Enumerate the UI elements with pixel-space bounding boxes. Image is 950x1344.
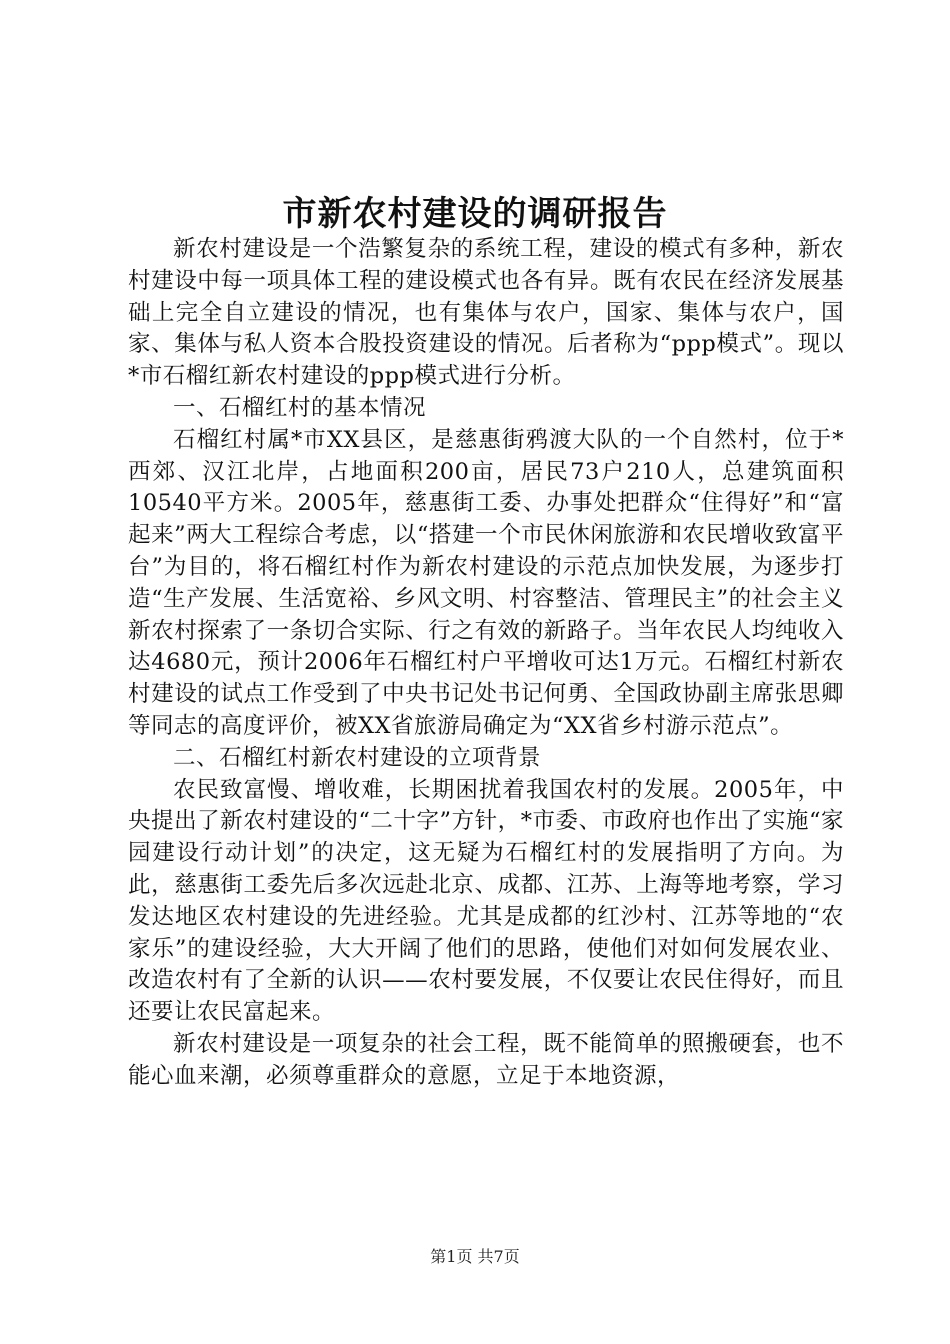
paragraph-intro: 新农村建设是一个浩繁复杂的系统工程，建设的模式有多种，新农村建设中每一项具体工程的建设模式也各有异。既有农民在经济发展基础上完全自立建设的情况，也有集体与农户，国家、集体与农户，国家、集体与私人资本合股投资建设的情况。后者称为“ppp模式”。现以*市石榴红新农村建设的ppp模式进行分析。 <box>128 236 844 390</box>
section-heading-1: 一、石榴红村的基本情况 <box>173 394 427 421</box>
document-title: 市新农村建设的调研报告 <box>282 194 668 234</box>
paragraph-background: 农民致富慢、增收难，长期困扰着我国农村的发展。2005年，中央提出了新农村建设的“二十字”方针，*市委、市政府也作出了实施“家园建设行动计划”的决定，这无疑为石榴红村的发展指明了方向。为此，慈惠街工委先后多次远赴北京、成都、江苏、上海等地考察，学习发达地区农村建设的先进经验。尤其是成都的红沙村、江苏等地的“农家乐”的建设经验，大大开阔了他们的思路，使他们对如何发展农业、改造农村有了全新的认识——农村要发展，不仅要让农民住得好，而且还要让农民富起来。 <box>128 776 844 1026</box>
paragraph-continuation: 新农村建设是一项复杂的社会工程，既不能简单的照搬硬套，也不能心血来潮，必须尊重群众的意愿，立足于本地资源， <box>128 1030 844 1089</box>
section-heading-2: 二、石榴红村新农村建设的立项背景 <box>173 744 542 771</box>
page-footer: 第1页 共7页 <box>430 1247 520 1266</box>
document-body <box>128 234 844 1093</box>
paragraph-basic-info: 石榴红村属*市XX县区，是慈惠街鸦渡大队的一个自然村，位于*西郊、汉江北岸，占地面积200亩，居民73户210人，总建筑面积10540平方米。2005年，慈惠街工委、办事处把群众“住得好”和“富起来”两大工程综合考虑，以“搭建一个市民休闲旅游和农民增收致富平台”为目的，将石榴红村作为新农村建设的示范点加快发展，为逐步打造“生产发展、生活宽裕、乡风文明、村容整洁、管理民主”的社会主义新农村探索了一条切合实际、行之有效的新路子。当年农民人均纯收入达4680元，预计2006年石榴红村户平增收可达1万元。石榴红村新农村建设的试点工作受到了中央书记处书记何勇、全国政协副主席张思卿等同志的高度评价，被XX省旅游局确定为“XX省乡村游示范点”。 <box>128 426 844 739</box>
